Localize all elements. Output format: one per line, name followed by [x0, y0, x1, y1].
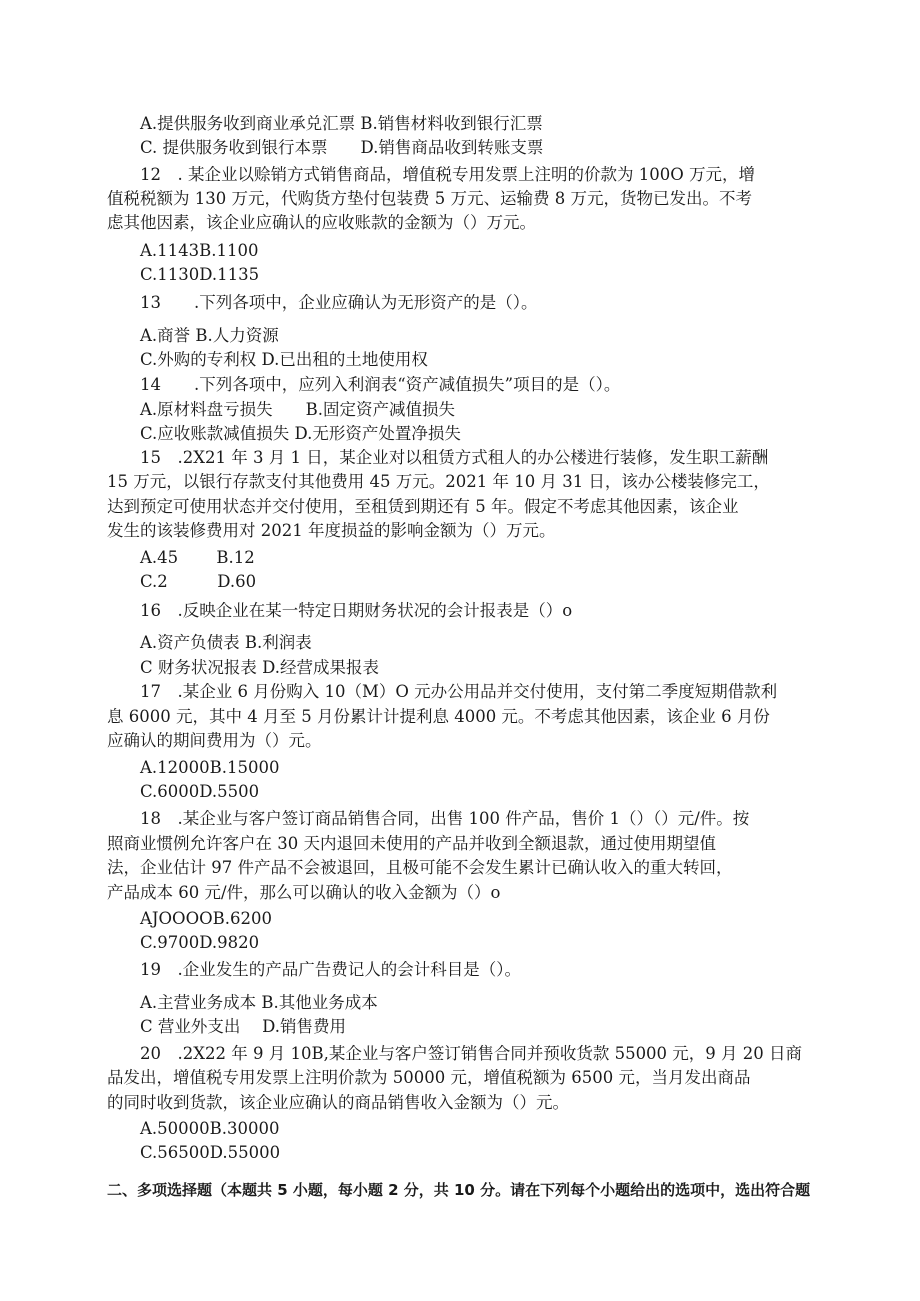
- q19-options-line2: C 营业外支出 D.销售费用: [140, 1017, 347, 1036]
- q12-text-line2: 值税税额为 130 万元，代购货方垫付包装费 5 万元、运输费 8 万元，货物已发出。不考: [107, 189, 752, 208]
- q14-options-line2: C.应收账款减值损失 D.无形资产处置净损失: [140, 424, 461, 443]
- q17-options-line1: A.12000B.15000: [140, 758, 280, 777]
- q14-text-line1: 14 .下列各项中，应列入利润表“资产减值损失”项目的是（）。: [140, 375, 621, 394]
- q18-text-line4: 产品成本 60 元/件，那么可以确认的收入金额为（）o: [107, 883, 501, 902]
- q12-text-line3: 虑其他因素，该企业应确认的应收账款的金额为（）万元。: [107, 213, 536, 232]
- q17-text-line1: 17 .某企业 6 月份购入 10（M）O 元办公用品并交付使用，支付第二季度短期借款利: [140, 682, 778, 701]
- q12-options-line2: C.1130D.1135: [140, 265, 260, 284]
- q11-options-line2: C. 提供服务收到银行本票 D.销售商品收到转账支票: [140, 138, 544, 157]
- q15-text-line2: 15 万元，以银行存款支付其他费用 45 万元。2021 年 10 月 31 日，该办公楼装修完工，: [107, 472, 770, 491]
- q20-options-line2: C.56500D.55000: [140, 1143, 281, 1162]
- q19-options-line1: A.主营业务成本 B.其他业务成本: [140, 993, 378, 1012]
- q19-text-line1: 19 .企业发生的产品广告费记人的会计科目是（）。: [140, 960, 521, 979]
- q18-text-line3: 法，企业估计 97 件产品不会被退回，且极可能不会发生累计已确认收入的重大转回，: [107, 858, 733, 877]
- q15-text-line3: 达到预定可使用状态并交付使用，至租赁到期还有 5 年。假定不考虑其他因素，该企业: [107, 497, 739, 516]
- q20-text-line2: 品发出，增值税专用发票上注明价款为 50000 元，增值税额为 6500 元，当月发出商品: [107, 1068, 751, 1087]
- q12-options-line1: A.1143B.1100: [140, 241, 259, 260]
- q20-options-line1: A.50000B.30000: [140, 1119, 280, 1138]
- q12-text-line1: 12 . 某企业以赊销方式销售商品，增值税专用发票上注明的价款为 100O 万元，增: [140, 165, 755, 184]
- q18-text-line1: 18 .某企业与客户签订商品销售合同，出售 100 件产品，售价 1（）（）元/件。按: [140, 809, 750, 828]
- q20-text-line1: 20 .2X22 年 9 月 10B,某企业与客户签订销售合同并预收货款 55000 元，9 月 20 日商: [140, 1044, 803, 1063]
- q16-options-line1: A.资产负债表 B.利润表: [140, 633, 312, 652]
- q17-text-line2: 息 6000 元，其中 4 月至 5 月份累计计提利息 4000 元。不考虑其他因素，该企业 6 月份: [107, 707, 770, 726]
- q16-options-line2: C 财务状况报表 D.经营成果报表: [140, 658, 380, 677]
- q14-options-line1: A.原材料盘亏损失 B.固定资产减值损失: [140, 400, 456, 419]
- q18-options-line1: AJOOOOB.6200: [140, 909, 272, 928]
- q17-text-line3: 应确认的期间费用为（）元。: [107, 731, 322, 750]
- q15-options-line1: A.45 B.12: [140, 548, 255, 567]
- q20-text-line3: 的同时收到货款，该企业应确认的商品销售收入金额为（）元。: [107, 1093, 569, 1112]
- q15-text-line4: 发生的该装修费用对 2021 年度损益的影响金额为（）万元。: [107, 521, 556, 540]
- q15-text-line1: 15 .2X21 年 3 月 1 日，某企业对以租赁方式租人的办公楼进行装修，发生职工薪酬: [140, 448, 769, 467]
- q18-options-line2: C.9700D.9820: [140, 933, 260, 952]
- q13-options-line2: C.外购的专利权 D.已出租的土地使用权: [140, 350, 428, 369]
- q13-text-line1: 13 .下列各项中，企业应确认为无形资产的是（）。: [140, 293, 538, 312]
- section-heading-multiple-choice: 二、多项选择题（本题共 5 小题，每小题 2 分，共 10 分。请在下列每个小题给出的选项中，选出符合题: [107, 1181, 811, 1199]
- q16-text-line1: 16 .反映企业在某一特定日期财务状况的会计报表是（）o: [140, 601, 573, 620]
- q11-options-line1: A.提供服务收到商业承兑汇票 B.销售材料收到银行汇票: [140, 114, 543, 133]
- q15-options-line2: C.2 D.60: [140, 572, 257, 591]
- q13-options-line1: A.商誉 B.人力资源: [140, 326, 279, 345]
- q17-options-line2: C.6000D.5500: [140, 782, 260, 801]
- q18-text-line2: 照商业惯例允许客户在 30 天内退回未使用的产品并收到全额退款，通过使用期望值: [107, 834, 716, 853]
